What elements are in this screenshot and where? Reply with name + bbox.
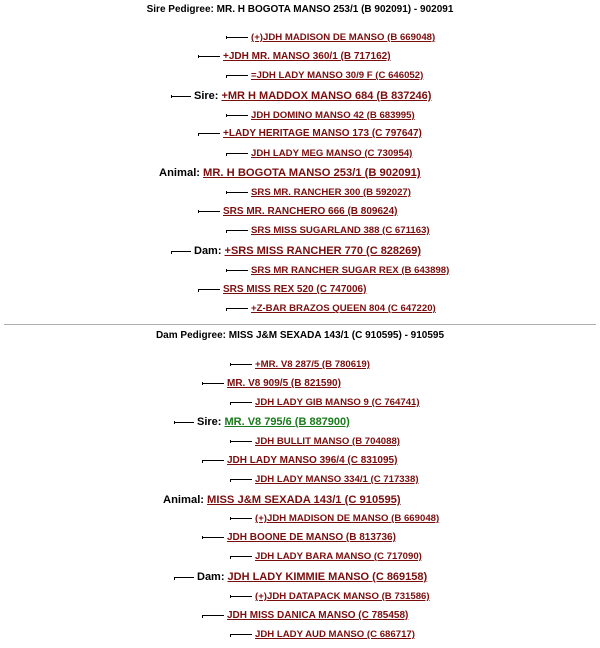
pedigree-link[interactable]: SRS MR. RANCHERO 666 (B 809624) [223,206,398,217]
connector-line [198,211,220,212]
pedigree-link[interactable]: +SRS MISS RANCHER 770 (C 828269) [224,245,422,257]
connector-line [226,153,248,154]
dam-ggparent-8 [230,627,415,643]
sire-ggparent-5 [226,185,411,201]
connector-line [230,364,252,365]
sire-gparent-2 [198,126,422,142]
sire-gparent-4 [198,282,366,298]
connector-line [230,441,252,442]
connector-line [230,556,252,557]
dam-gparent-1 [202,376,341,392]
connector-line [230,518,252,519]
pedigree-link[interactable]: +MR. V8 287/5 (B 780619) [255,359,370,370]
pedigree-link[interactable]: JDH BOONE DE MANSO (B 813736) [227,532,396,543]
dam-ggparent-6 [230,549,422,565]
connector-line [198,289,220,290]
dam-ggparent-4 [230,472,419,488]
connector-line [198,56,220,57]
sire-animal [159,165,421,181]
pedigree-link[interactable]: SRS MISS REX 520 (C 747006) [223,284,367,295]
connector-line [230,596,252,597]
connector-line [230,634,252,635]
sire-ggparent-1 [226,30,435,46]
sire-ggparent-2 [226,68,423,84]
sire-ggparent-8 [226,301,436,317]
pedigree-link[interactable]: (+)JDH DATAPACK MANSO (B 731586) [255,591,430,602]
dam-ggparent-2 [230,395,420,411]
connector-line [226,308,248,309]
dam-gparent-2 [202,453,397,469]
dam-ggparent-7 [230,589,430,605]
pedigree-link[interactable]: JDH LADY BARA MANSO (C 717090) [255,551,422,562]
connector-line [198,133,220,134]
animal-label: Animal: [163,494,205,506]
connector-line [202,537,224,538]
dam-ggparent-3 [230,434,400,450]
connector-line [226,75,248,76]
sire-gparent-3 [198,204,398,220]
sire-gparent-1 [198,49,391,65]
pedigree-link[interactable]: MR. V8 909/5 (B 821590) [227,378,341,389]
connector-line [226,115,248,116]
dam-parent-sire [174,414,350,430]
pedigree-link[interactable]: =JDH LADY MANSO 30/9 F (C 646052) [251,70,424,81]
connector-line [202,460,224,461]
dam-gparent-4 [202,608,408,624]
connector-line [202,383,224,384]
pedigree-link[interactable]: MISS J&M SEXADA 143/1 (C 910595) [207,494,401,506]
dam-label: Dam: [197,571,225,583]
dam-parent-dam [174,569,427,585]
pedigree-link[interactable]: SRS MR. RANCHER 300 (B 592027) [251,187,411,198]
connector-line [226,270,248,271]
connector-line [230,402,252,403]
pedigree-link[interactable]: JDH BULLIT MANSO (B 704088) [255,436,400,447]
pedigree-link[interactable]: JDH LADY KIMMIE MANSO (C 869158) [227,571,428,583]
animal-label: Animal: [159,167,201,179]
sire-label: Sire: [194,90,219,102]
sire-pedigree-title: Sire Pedigree: MR. H BOGOTA MANSO 253/1 (B 902091) - 902091 [146,4,454,15]
sire-ggparent-7 [226,263,449,279]
sire-ggparent-6 [226,223,430,239]
sire-label: Sire: [197,416,222,428]
sire-parent-dam [171,243,421,259]
pedigree-link[interactable]: SRS MR RANCHER SUGAR REX (B 643898) [251,265,450,276]
sire-ggparent-3 [226,108,415,124]
connector-line [174,422,194,423]
pedigree-link[interactable]: SRS MISS SUGARLAND 388 (C 671163) [251,225,430,236]
pedigree-link-highlighted[interactable]: MR. V8 795/6 (B 887900) [224,416,350,428]
connector-line [171,251,191,252]
pedigree-link[interactable]: +LADY HERITAGE MANSO 173 (C 797647) [223,128,422,139]
pedigree-link[interactable]: +MR H MADDOX MANSO 684 (B 837246) [221,90,432,102]
connector-line [202,615,224,616]
connector-line [226,230,248,231]
connector-line [174,577,194,578]
connector-line [226,192,248,193]
pedigree-link[interactable]: JDH LADY GIB MANSO 9 (C 764741) [255,397,420,408]
pedigree-link[interactable]: (+)JDH MADISON DE MANSO (B 669048) [255,513,440,524]
pedigree-link[interactable]: JDH LADY MANSO 396/4 (C 831095) [227,455,398,466]
dam-ggparent-1 [230,357,370,373]
pedigree-link[interactable]: JDH LADY MANSO 334/1 (C 717338) [255,474,419,485]
sire-ggparent-4 [226,146,412,162]
connector-line [230,479,252,480]
pedigree-link[interactable]: MR. H BOGOTA MANSO 253/1 (B 902091) [203,167,421,179]
dam-animal [163,492,401,508]
dam-label: Dam: [194,245,222,257]
pedigree-link[interactable]: JDH LADY AUD MANSO (C 686717) [255,629,415,640]
connector-line [171,96,191,97]
connector-line [226,37,248,38]
dam-ggparent-5 [230,511,439,527]
dam-pedigree-title: Dam Pedigree: MISS J&M SEXADA 143/1 (C 910595) - 910595 [155,330,445,341]
pedigree-link[interactable]: JDH MISS DANICA MANSO (C 785458) [227,610,409,621]
pedigree-link[interactable]: +JDH MR. MANSO 360/1 (B 717162) [223,51,391,62]
pedigree-link[interactable]: JDH LADY MEG MANSO (C 730954) [251,148,413,159]
pedigree-link[interactable]: +Z-BAR BRAZOS QUEEN 804 (C 647220) [251,303,436,314]
pedigree-link[interactable]: JDH DOMINO MANSO 42 (B 683995) [251,110,415,121]
dam-gparent-3 [202,530,396,546]
section-divider [4,324,596,325]
sire-parent-sire [171,88,431,104]
pedigree-link[interactable]: (+)JDH MADISON DE MANSO (B 669048) [251,32,436,43]
